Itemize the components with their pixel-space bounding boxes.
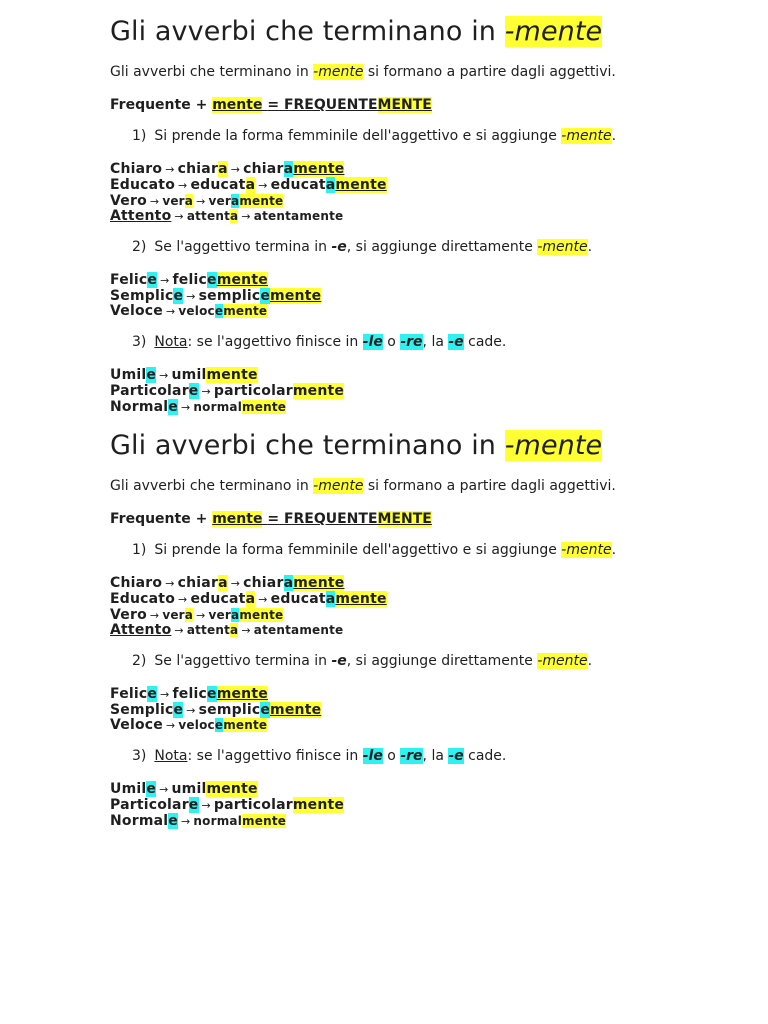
section-title: Gli avverbi che terminano in -mente [110, 430, 603, 461]
example-semplice: Semplice → semplicemente [110, 288, 322, 304]
example-chiaro: Chiaro → chiara → chiaramente [110, 161, 345, 177]
rule-3: 3) Nota: se l'aggettivo finisce in -le o -re, la -e cade. [132, 334, 507, 350]
section-title: Gli avverbi che terminano in -mente [110, 16, 603, 47]
example-particolare: Particolare → particolarmente [110, 383, 345, 399]
example-normale: Normale → normalmente [110, 399, 287, 415]
rule-3: 3) Nota: se l'aggettivo finisce in -le o -re, la -e cade. [132, 748, 507, 764]
intro-paragraph: Gli avverbi che terminano in -mente si formano a partire dagli aggettivi. [110, 478, 616, 494]
example-educato: Educato → educata → educatamente [110, 177, 387, 193]
example-umile: Umile → umilmente [110, 781, 258, 797]
rule-1: 1) Si prende la forma femminile dell'aggettivo e si aggiunge -mente. [132, 128, 617, 144]
example-felice: Felice → felicemente [110, 272, 268, 288]
example-chiaro: Chiaro → chiara → chiaramente [110, 575, 345, 591]
example-normale: Normale → normalmente [110, 813, 287, 829]
example-vero: Vero → vera → veramente [110, 607, 284, 623]
example-educato: Educato → educata → educatamente [110, 591, 387, 607]
rule-2: 2) Se l'aggettivo termina in -e, si aggiunge direttamente -mente. [132, 653, 593, 669]
example-particolare: Particolare → particolarmente [110, 797, 345, 813]
example-umile: Umile → umilmente [110, 367, 258, 383]
intro-paragraph: Gli avverbi che terminano in -mente si formano a partire dagli aggettivi. [110, 64, 616, 80]
example-veloce: Veloce → velocemente [110, 717, 268, 733]
example-vero: Vero → vera → veramente [110, 193, 284, 209]
example-attento: Attento → attenta → atentamente [110, 622, 344, 638]
example-semplice: Semplice → semplicemente [110, 702, 322, 718]
rule-1: 1) Si prende la forma femminile dell'aggettivo e si aggiunge -mente. [132, 542, 617, 558]
example-veloce: Veloce → velocemente [110, 303, 268, 319]
example-felice: Felice → felicemente [110, 686, 268, 702]
formula-line: Frequente + mente = FREQUENTEMENTE [110, 97, 432, 113]
example-attento: Attento → attenta → atentamente [110, 208, 344, 224]
rule-2: 2) Se l'aggettivo termina in -e, si aggiunge direttamente -mente. [132, 239, 593, 255]
formula-line: Frequente + mente = FREQUENTEMENTE [110, 511, 432, 527]
